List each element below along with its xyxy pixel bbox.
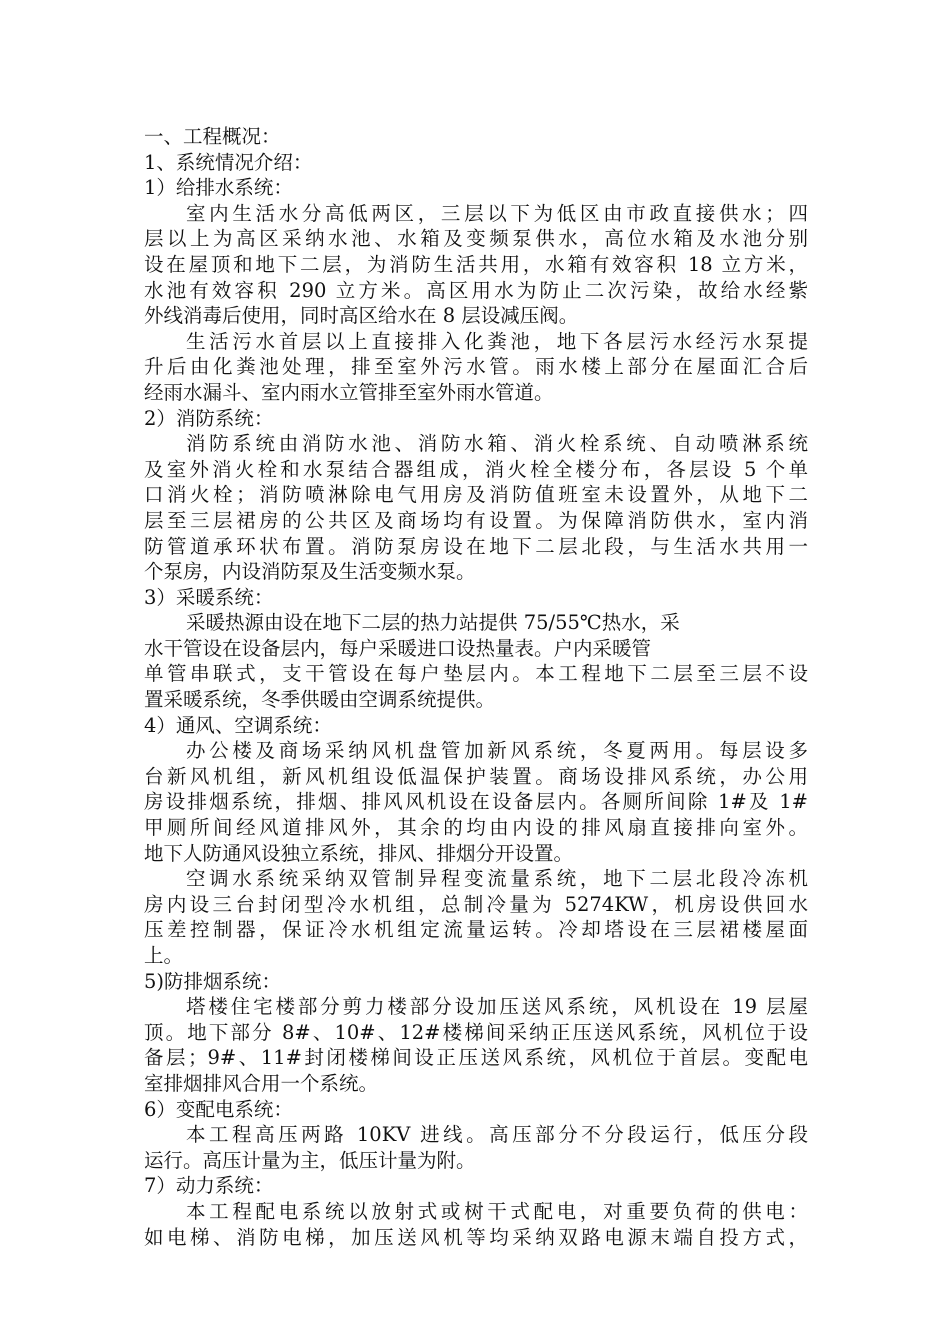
- paragraph-line: 运行。高压计量为主，低压计量为附。: [144, 1148, 476, 1172]
- paragraph-line: 压差控制器，保证冷水机组定流量运转。冷却塔设在三层裙楼屋面: [144, 918, 808, 942]
- paragraph-line: 室排烟排风合用一个系统。: [144, 1071, 379, 1095]
- paragraph-line: 及室外消火栓和水泵结合器组成，消火栓全楼分布，各层设 5 个单: [144, 457, 808, 481]
- paragraph-line: 置采暖系统，冬季供暖由空调系统提供。: [144, 688, 496, 712]
- paragraph-line: 经雨水漏斗、室内雨水立管排至室外雨水管道。: [144, 380, 554, 404]
- paragraph-line: 房内设三台封闭型冷水机组，总制冷量为 5274KW，机房设供回水: [144, 892, 808, 916]
- paragraph-line: 采暖热源由设在地下二层的热力站提供 75/55℃热水，采: [186, 611, 680, 635]
- paragraph-line: 顶。地下部分 8#、10#、12#楼梯间采纳正压送风系统，风机位于设: [144, 1020, 808, 1044]
- system-heading-power-distribution: 6）变配电系统：: [144, 1097, 293, 1121]
- system-heading-power: 7）动力系统：: [144, 1174, 274, 1198]
- paragraph-line: 生活污水首层以上直接排入化粪池，地下各层污水经污水泵提: [186, 329, 808, 353]
- paragraph-line: 房设排烟系统，排烟、排风风机设在设备层内。各厕所间除 1#及 1#: [144, 790, 808, 814]
- system-heading-smoke: 5)防排烟系统：: [144, 969, 282, 993]
- paragraph-line: 水池有效容积 290 立方米。高区用水为防止二次污染，故给水经紫: [144, 278, 808, 302]
- paragraph-line: 如电梯、消防电梯，加压送风机等均采纳双路电源末端自投方式，: [144, 1225, 808, 1249]
- paragraph-line: 本工程高压两路 10KV 进线。高压部分不分段运行，低压分段: [186, 1123, 808, 1147]
- paragraph-line: 甲厕所间经风道排风外，其余的均由内设的排风扇直接排向室外。: [144, 816, 808, 840]
- paragraph-line: 本工程配电系统以放射式或树干式配电，对重要负荷的供电：: [186, 1199, 808, 1223]
- paragraph-line: 层以上为高区采纳水池、水箱及变频泵供水，高位水箱及水池分别: [144, 227, 808, 251]
- system-heading-fire: 2）消防系统：: [144, 406, 274, 430]
- system-heading-heating: 3）采暖系统：: [144, 585, 274, 609]
- paragraph-line: 空调水系统采纳双管制异程变流量系统，地下二层北段冷冻机: [186, 867, 808, 891]
- paragraph-line: 水干管设在设备层内，每户采暖进口设热量表。户内采暖管: [144, 636, 652, 660]
- paragraph-line: 消防系统由消防水池、消防水箱、消火栓系统、自动喷淋系统: [186, 432, 808, 456]
- paragraph-line: 办公楼及商场采纳风机盘管加新风系统，冬夏两用。每层设多: [186, 739, 808, 763]
- system-heading-water: 1）给排水系统：: [144, 176, 293, 200]
- paragraph-line: 备层；9#、11#封闭楼梯间设正压送风系统，风机位于首层。变配电: [144, 1046, 808, 1070]
- paragraph-line: 室内生活水分高低两区，三层以下为低区由市政直接供水；四: [186, 201, 808, 225]
- system-heading-ventilation: 4）通风、空调系统：: [144, 713, 332, 737]
- paragraph-line: 口消火栓；消防喷淋除电气用房及消防值班室未设置外，从地下二: [144, 483, 808, 507]
- paragraph-line: 塔楼住宅楼部分剪力楼部分设加压送风系统，风机设在 19 层屋: [186, 995, 808, 1019]
- paragraph-line: 地下人防通风设独立系统，排风、排烟分开设置。: [144, 841, 574, 865]
- document-body: [144, 124, 808, 1250]
- paragraph-line: 层至三层裙房的公共区及商场均有设置。为保障消防供水，室内消: [144, 508, 808, 532]
- paragraph-line: 外线消毒后使用，同时高区给水在 8 层设减压阀。: [144, 304, 579, 328]
- section-heading: 一、工程概况：: [144, 125, 281, 148]
- paragraph-line: 升后由化粪池处理，排至室外污水管。雨水楼上部分在屋面汇合后: [144, 355, 808, 379]
- paragraph-line: 设在屋顶和地下二层，为消防生活共用，水箱有效容积 18 立方米，: [144, 252, 808, 276]
- paragraph-line: 上。: [144, 944, 184, 967]
- subsection-heading: 1、系统情况介绍：: [144, 150, 313, 174]
- paragraph-line: 个泵房，内设消防泵及生活变频水泵。: [144, 560, 476, 584]
- paragraph-line: 单管串联式，支干管设在每户垫层内。本工程地下二层至三层不设: [144, 662, 808, 686]
- paragraph-line: 台新风机组，新风机组设低温保护装置。商场设排风系统，办公用: [144, 764, 808, 788]
- paragraph-line: 防管道承环状布置。消防泵房设在地下二层北段，与生活水共用一: [144, 534, 808, 558]
